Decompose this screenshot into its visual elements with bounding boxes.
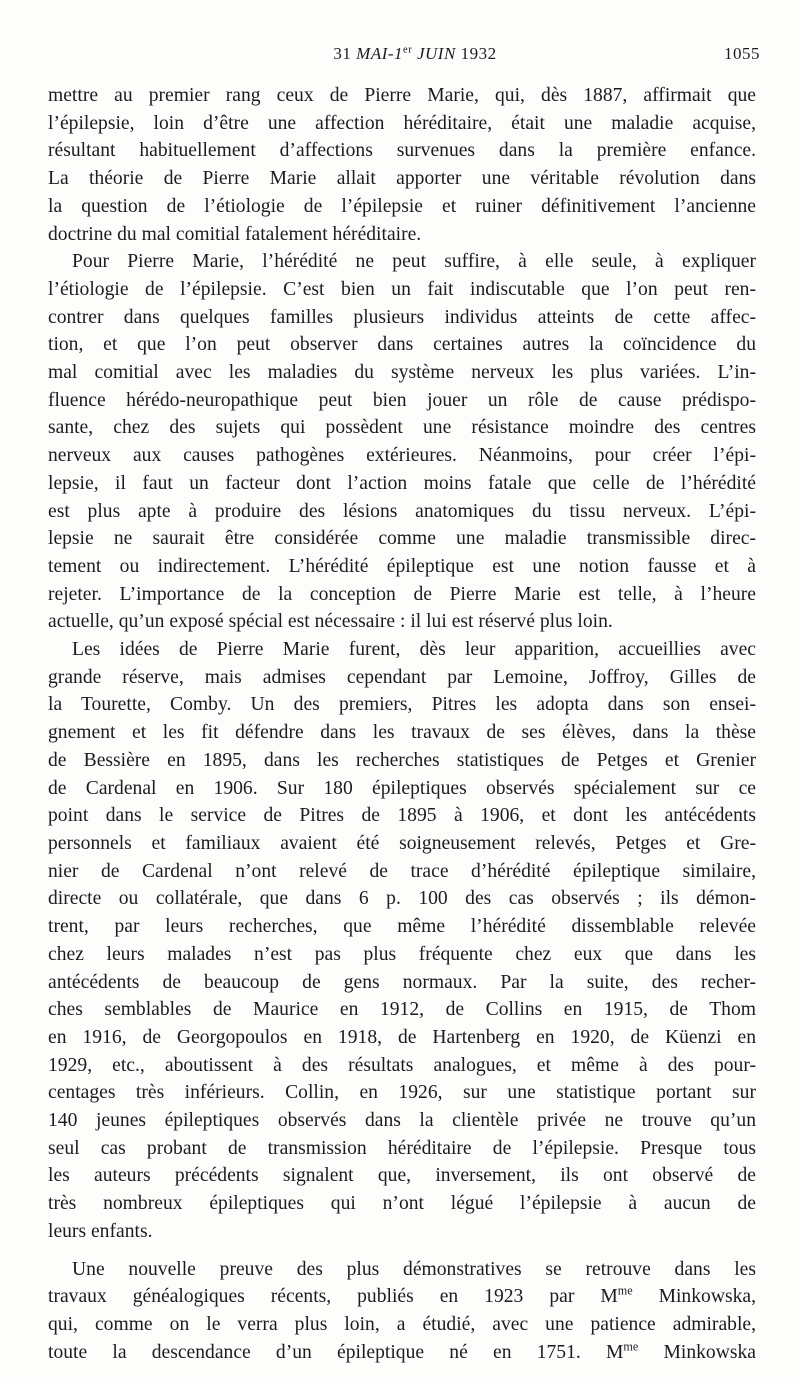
text-line: résultant habituellement d’affections survenues dans la première enfance. (48, 140, 756, 162)
text-line: La théorie de Pierre Marie allait apporter une véritable révolution dans (48, 168, 756, 190)
text-line: chez leurs malades n’est pas plus fréquente chez eux que dans les (48, 943, 756, 965)
body-text (48, 82, 756, 1366)
text-line: ches semblables de Maurice en 1912, de Collins en 1915, de Thom (48, 999, 756, 1021)
text-line (48, 1283, 756, 1311)
text-line: mettre au premier rang ceux de Pierre Marie, qui, dès 1887, affirmait que (48, 85, 756, 106)
text-line: de Bessière en 1895, dans les recherches statistiques de Petges et Grenier (48, 749, 756, 771)
text-line: l’étiologie de l’épilepsie. C’est bien un fait indiscutable que l’on peut ren- (48, 278, 756, 300)
text-line: Pour Pierre Marie, l’hérédité ne peut suffire, à elle seule, à expliquer (72, 251, 756, 273)
header-date-day: 31 (333, 44, 357, 63)
text-line: tement ou indirectement. L’hérédité épileptique est une notion fausse et à (48, 555, 756, 577)
superscript: me (617, 1283, 633, 1298)
text-line: trent, par leurs recherches, que même l’hérédité dissemblable relevée (48, 916, 756, 938)
text-line: doctrine du mal comitial fatalement héréditaire. (48, 223, 422, 245)
running-header (70, 44, 760, 72)
text-line: nier de Cardenal n’ont relevé de trace d’hérédité épileptique similaire, (48, 860, 756, 882)
text-line: 140 jeunes épileptiques observés dans la clientèle privée ne trouve qu’un (48, 1110, 756, 1132)
text-line: antécédents de beaucoup de gens normaux. Par la suite, des recher- (48, 971, 756, 993)
text-segment: Minkowska (638, 1341, 756, 1363)
text-line: seul cas probant de transmission héréditaire de l’épilepsie. Presque tous (48, 1137, 756, 1159)
paragraph-4 (48, 1256, 756, 1367)
page-number: 1055 (724, 44, 760, 63)
text-line: qui, comme on le verra plus loin, a étudié, avec une patience admirable, (48, 1313, 756, 1335)
text-line: directe ou collatérale, que dans 6 p. 100 des cas observés ; ils démon- (48, 888, 756, 910)
running-title (70, 44, 760, 64)
text-line: l’épilepsie, loin d’être une affection héréditaire, était une maladie acquise, (48, 112, 756, 134)
text-line: est plus apte à produire des lésions anatomiques du tissu nerveux. L’épi- (48, 500, 756, 522)
text-segment: travaux généalogiques récents, publiés en 1923 par M (48, 1286, 618, 1308)
paragraph-3 (48, 636, 756, 1245)
text-line: les auteurs précédents signalent que, inversement, ils ont observé de (48, 1165, 756, 1187)
text-line: grande réserve, mais admises cependant par Lemoine, Joffroy, Gilles de (48, 666, 756, 688)
text-line: en 1916, de Georgopoulos en 1918, de Hartenberg en 1920, de Küenzi en (48, 1026, 756, 1048)
text-line: actuelle, qu’un exposé spécial est nécessaire : il lui est réservé plus loin. (48, 611, 613, 633)
text-line: gnement et les fit défendre dans les travaux de ses élèves, dans la thèse (48, 722, 756, 744)
superscript: me (623, 1339, 639, 1354)
text-line: mal comitial avec les maladies du système nerveux les plus variées. L’in- (48, 362, 756, 384)
paragraph-1 (48, 82, 756, 248)
text-line: 1929, etc., aboutissent à des résultats analogues, et même à des pour- (48, 1054, 756, 1076)
paragraph-2 (48, 248, 756, 636)
text-line: lepsie, il faut un facteur dont l’action moins fatale que celle de l’hérédité (48, 472, 756, 494)
text-line: contrer dans quelques familles plusieurs individus atteints de cette affec- (48, 306, 756, 328)
text-line: centages très inférieurs. Collin, en 1926, sur une statistique portant sur (48, 1082, 756, 1104)
text-line: lepsie ne saurait être considérée comme une maladie transmissible direc- (48, 528, 756, 550)
text-line: sante, chez des sujets qui possèdent une résistance moindre des centres (48, 417, 756, 439)
text-segment: toute la descendance d’un épileptique né en 1751. M (48, 1341, 624, 1363)
text-line: la question de l’étiologie de l’épilepsie et ruiner définitivement l’ancienne (48, 195, 756, 217)
text-line: personnels et familiaux avaient été soigneusement relevés, Petges et Gre- (48, 832, 756, 854)
text-line: très nombreux épileptiques qui n’ont légué l’épilepsie à aucun de (48, 1193, 756, 1215)
text-line: point dans le service de Pitres de 1895 à 1906, et dont les antécédents (48, 805, 756, 827)
header-date-year: 1932 (455, 44, 497, 63)
text-line (48, 1339, 756, 1367)
text-segment: Minkowska, (632, 1286, 756, 1308)
header-date-mai: MAI-1 (356, 44, 404, 63)
text-line: leurs enfants. (48, 1220, 153, 1242)
header-date-sup: er (403, 44, 413, 56)
paragraph-gap (48, 1246, 756, 1256)
text-line: rejeter. L’importance de la conception de Pierre Marie est telle, à l’heure (48, 583, 756, 605)
text-line: nerveux aux causes pathogènes extérieures. Néanmoins, pour créer l’épi- (48, 445, 756, 467)
text-line: Une nouvelle preuve des plus démonstratives se retrouve dans les (72, 1258, 756, 1280)
text-line: Les idées de Pierre Marie furent, dès leur apparition, accueillies avec (72, 639, 756, 661)
header-date-juin: JUIN (412, 44, 456, 63)
text-line: la Tourette, Comby. Un des premiers, Pitres les adopta dans son ensei- (48, 694, 756, 716)
text-line: de Cardenal en 1906. Sur 180 épileptiques observés spécialement sur ce (48, 777, 756, 799)
text-line: fluence hérédo-neuropathique peut bien jouer un rôle de cause prédispo- (48, 389, 756, 411)
text-line: tion, et que l’on peut observer dans certaines autres la coïncidence du (48, 334, 756, 356)
